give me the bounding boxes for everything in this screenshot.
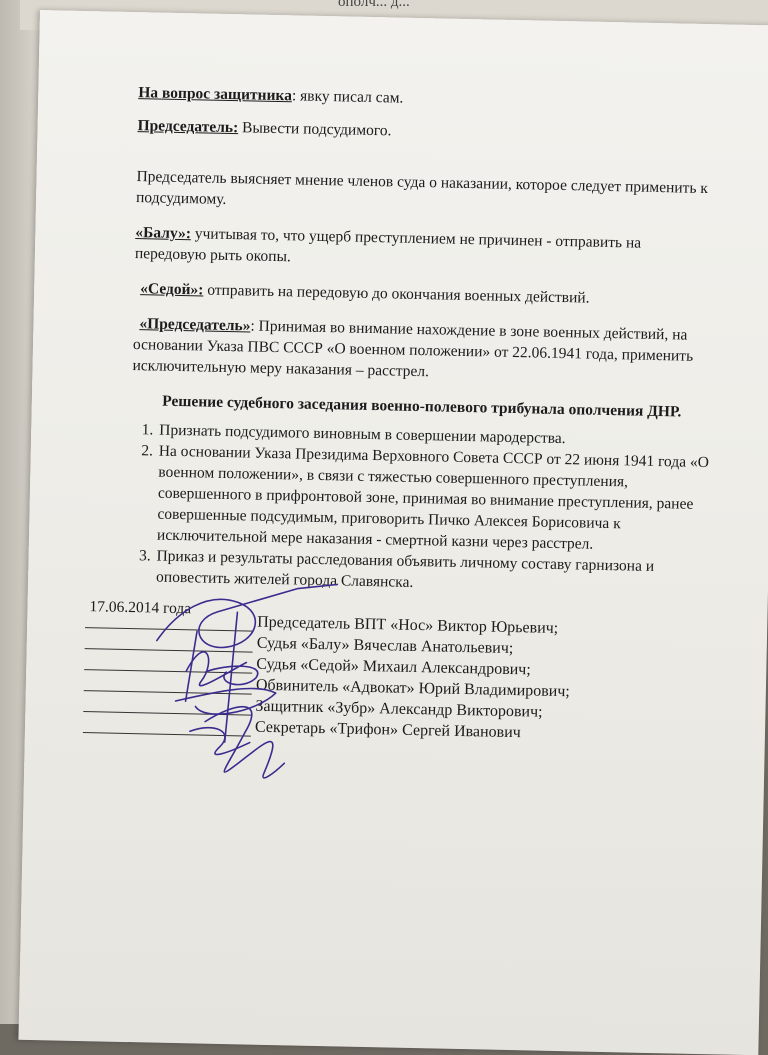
document-sheet <box>18 10 768 1055</box>
text-chairman-asks: Председатель выясняет мнение членов суда о наказании, которое следует применить к подсудимому. <box>135 168 709 208</box>
paragraph-chairman-verdict <box>132 313 713 388</box>
paragraph-balu <box>135 222 716 276</box>
decision-heading: Решение судебного заседания военно-полевого трибунала ополчения ДНР. <box>162 392 682 421</box>
signatory-name: Судья «Седой» Михаил Александрович; <box>256 655 531 679</box>
under-sheet-text: ополч... д... <box>338 0 410 10</box>
document-body <box>89 72 718 630</box>
text-sedoy: отправить на передовую до окончания военных действий. <box>203 281 590 307</box>
text-defender-question: : явку писал сам. <box>291 87 404 107</box>
signatory-name: Судья «Балу» Вячеслав Анатольевич; <box>256 634 514 658</box>
text-chairman-order: Вывести подсудимого. <box>238 119 392 140</box>
paragraph-chairman-asks <box>136 166 717 220</box>
label-sedoy: «Седой»: <box>140 280 204 299</box>
decision-item: 2. На основании Указа Президима Верховного Совета СССР от 22 июня 1941 года «О военном положении», в связи с тяжестью совершенного преступления, совершенного в прифронтовой зоне, принимая во внимание преступления, ранее совершенные подсудимым, приговорить Пичко Алексея Борисовича к исключительной мере наказания - смертной казни через расстрел. <box>155 441 711 558</box>
signatory-name: Председатель ВПТ «Нос» Виктор Юрьевич; <box>257 613 559 637</box>
label-defender-question: На вопрос защитника <box>138 84 293 105</box>
text-chairman-verdict: : Принимая во внимание нахождение в зоне военных действий, на основании Указа ПВС СССР «О военном положении» от 22.06.1941 года, применить исключительную меру наказания – расстрел. <box>132 317 694 381</box>
decision-item: 3. Приказ и результаты расследования объявить личному составу гарнизона и оповестить жителей города Славянска. <box>154 546 709 600</box>
label-chairman-verdict: «Председатель» <box>139 315 251 335</box>
label-chairman: Председатель: <box>137 117 239 137</box>
signatory-name: Обвинитель «Адвокат» Юрий Владимирович; <box>255 676 571 701</box>
paragraph-chairman-order <box>137 115 717 148</box>
paragraph-sedoy <box>134 278 714 311</box>
signatory-name: Секретарь «Трифон» Сергей Иванович <box>254 718 521 742</box>
handwritten-signature <box>144 570 339 794</box>
decision-item: 1. Признать подсудимого виновным в совершении мародерства. <box>157 420 711 453</box>
text-balu: учитывая то, что ущерб преступлением не причинен - отправить на передовую рыть окопы. <box>134 225 642 266</box>
label-balu: «Балу»: <box>135 224 192 243</box>
paragraph-defender-question <box>138 82 718 115</box>
signatory-name: Защитник «Зубр» Александр Викторович; <box>255 697 543 721</box>
document-date: 17.06.2014 года <box>89 598 192 618</box>
